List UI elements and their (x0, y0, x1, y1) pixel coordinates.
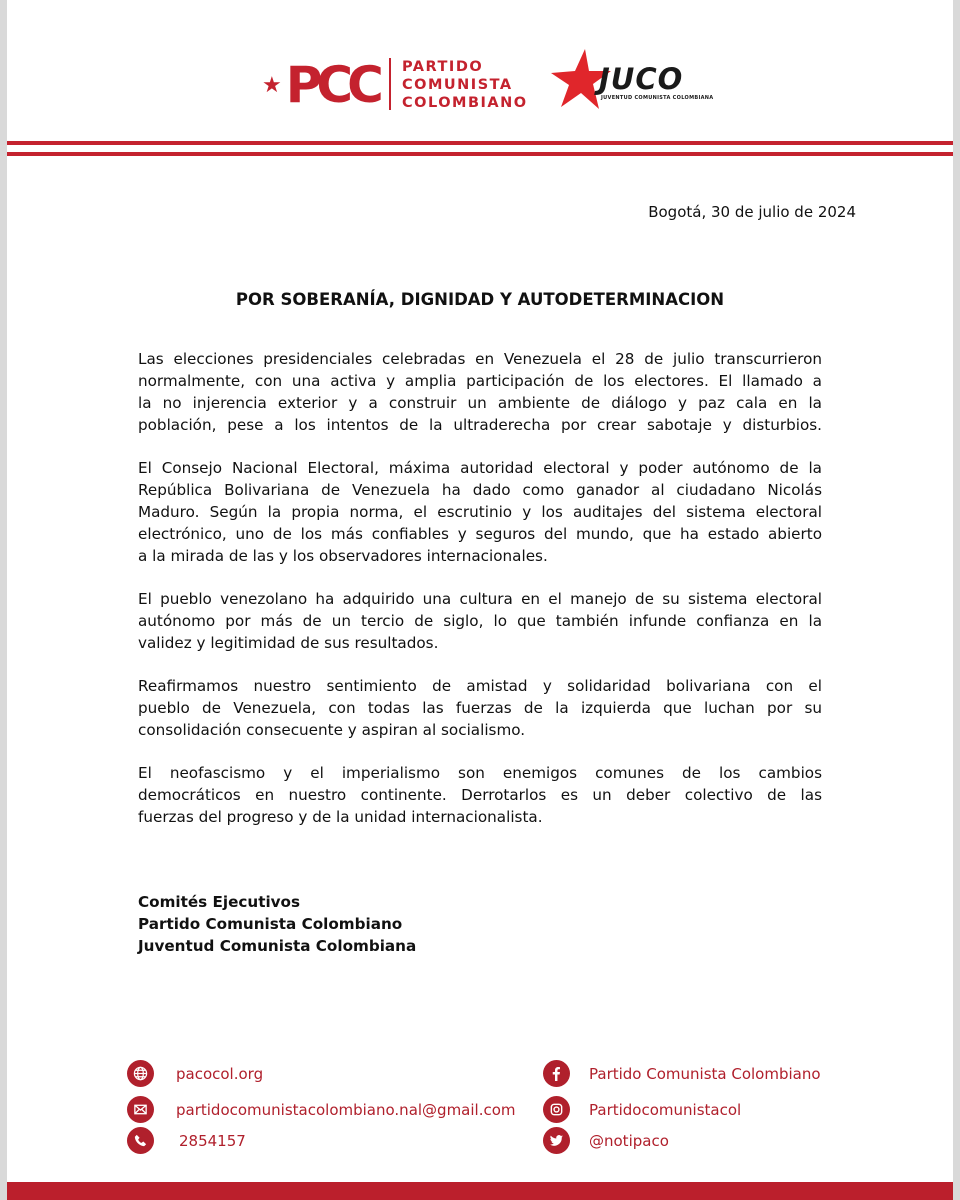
paragraph-line: democráticos en nuestro continente. Derrotarlos es un deber colectivo de las (138, 786, 822, 804)
pcc-name-line: COLOMBIANO (402, 95, 528, 111)
paragraph-line: electrónico, uno de los más confiables y seguros del mundo, que ha estado abierto (138, 525, 822, 543)
website-link[interactable]: pacocol.org (176, 1064, 264, 1083)
paragraph-line: a la mirada de las y los observadores internacionales. (138, 547, 548, 565)
paragraph-line: autónomo por más de un tercio de siglo, lo que también infunde confianza en la (138, 612, 822, 630)
paragraph-line: normalmente, con una activa y amplia participación de los electores. El llamado a (138, 372, 822, 390)
contact-phone (127, 1127, 246, 1154)
juco-subtitle: JUVENTUD COMUNISTA COLOMBIANA (601, 95, 714, 101)
paragraph-line: Reafirmamos nuestro sentimiento de amistad y solidaridad bolivariana con el (138, 677, 822, 695)
letter-body (138, 348, 822, 849)
pcc-name (402, 58, 528, 112)
paragraph-line: República Bolivariana de Venezuela ha dado como ganador al ciudadano Nicolás (138, 481, 822, 499)
contact-facebook[interactable] (543, 1060, 821, 1087)
letter-page (7, 0, 953, 1200)
pcc-logo: ★PCC (262, 56, 378, 114)
phone-icon (127, 1127, 154, 1154)
pcc-name-line: PARTIDO (402, 59, 484, 75)
facebook-link[interactable]: Partido Comunista Colombiano (589, 1064, 821, 1083)
phone-number: 2854157 (179, 1131, 246, 1150)
signature-line: Comités Ejecutivos (138, 893, 301, 911)
header-rule (7, 152, 953, 156)
twitter-link[interactable]: @notipaco (589, 1131, 669, 1150)
paragraph-line: Maduro. Según la propia norma, el escrutinio y los auditajes del sistema electoral (138, 503, 822, 521)
envelope-icon (127, 1096, 154, 1123)
twitter-icon (543, 1127, 570, 1154)
paragraph-line: la no injerencia exterior y a construir un ambiente de diálogo y paz cala en la (138, 394, 822, 412)
paragraph-line: población, pese a los intentos de la ultraderecha por crear sabotaje y disturbios. (138, 416, 822, 434)
contact-website[interactable] (127, 1060, 263, 1087)
paragraph (138, 457, 822, 567)
paragraph-line: pueblo de Venezuela, con todas las fuerzas de la izquierda que luchan por su (138, 699, 822, 717)
instagram-icon (543, 1096, 570, 1123)
contact-email[interactable] (127, 1096, 516, 1123)
signature-line: Juventud Comunista Colombiana (138, 937, 417, 955)
paragraph-line: El Consejo Nacional Electoral, máxima autoridad electoral y poder autónomo de la (138, 459, 822, 477)
pcc-logo-text: PCC (285, 56, 378, 114)
paragraph-line: El neofascismo y el imperialismo son enemigos comunes de los cambios (138, 764, 822, 782)
paragraph (138, 675, 822, 741)
contact-instagram[interactable] (543, 1096, 741, 1123)
contact-twitter[interactable] (543, 1127, 669, 1154)
letter-date: Bogotá, 30 de julio de 2024 (648, 203, 856, 221)
paragraph-line: Las elecciones presidenciales celebradas en Venezuela el 28 de julio transcurrieron (138, 350, 822, 368)
signature-block (138, 891, 416, 957)
juco-logo: JUCO (599, 62, 684, 96)
paragraph-line: validez y legitimidad de sus resultados. (138, 634, 439, 652)
paragraph-line: El pueblo venezolano ha adquirido una cultura en el manejo de su sistema electoral (138, 590, 822, 608)
facebook-icon (543, 1060, 570, 1087)
signature-line: Partido Comunista Colombiano (138, 915, 403, 933)
footer-bar (7, 1182, 953, 1200)
paragraph (138, 762, 822, 828)
globe-icon (127, 1060, 154, 1087)
header-rule (7, 141, 953, 145)
instagram-link[interactable]: Partidocomunistacol (589, 1100, 742, 1119)
logo-divider (389, 58, 391, 110)
paragraph-line: consolidación consecuente y aspiran al socialismo. (138, 721, 526, 739)
paragraph-line: fuerzas del progreso y de la unidad internacionalista. (138, 808, 543, 826)
email-link[interactable]: partidocomunistacolombiano.nal@gmail.com (176, 1100, 516, 1119)
paragraph (138, 588, 822, 654)
pcc-name-line: COMUNISTA (402, 77, 513, 93)
letter-title: POR SOBERANÍA, DIGNIDAD Y AUTODETERMINACION (235, 290, 725, 309)
paragraph (138, 348, 822, 436)
